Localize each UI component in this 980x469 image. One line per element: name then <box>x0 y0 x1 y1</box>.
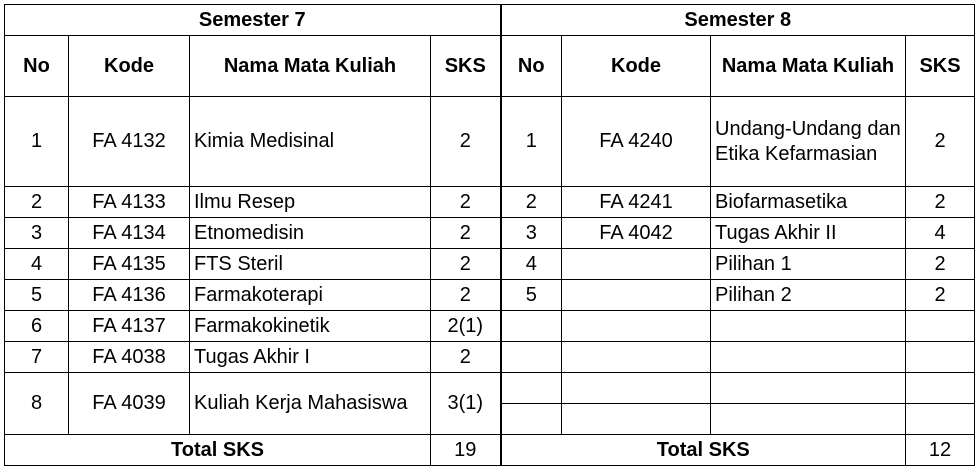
sem8-empty-cell <box>562 342 711 373</box>
sem7-nama: FTS Steril <box>190 249 431 280</box>
sem7-nama: Kimia Medisinal <box>190 97 431 187</box>
sem8-no: 5 <box>501 280 562 311</box>
sem7-header-no: No <box>5 36 69 97</box>
sem7-kode: FA 4136 <box>69 280 190 311</box>
sem8-total-label: Total SKS <box>501 435 906 466</box>
sem7-no: 4 <box>5 249 69 280</box>
sem8-kode: FA 4240 <box>562 97 711 187</box>
table-row <box>5 311 975 342</box>
sem8-header-kode: Kode <box>562 36 711 97</box>
sem8-no: 2 <box>501 187 562 218</box>
sem8-no: 1 <box>501 97 562 187</box>
sem8-kode: FA 4042 <box>562 218 711 249</box>
sem8-empty-cell <box>711 404 906 435</box>
sem7-header-nama: Nama Mata Kuliah <box>190 36 431 97</box>
sem7-sks: 2 <box>431 187 501 218</box>
sem7-sks: 2 <box>431 280 501 311</box>
sem8-empty-cell <box>562 311 711 342</box>
sem7-kode: FA 4132 <box>69 97 190 187</box>
sem7-kode: FA 4133 <box>69 187 190 218</box>
sem8-empty-cell <box>906 342 975 373</box>
sem8-sks: 4 <box>906 218 975 249</box>
sem8-empty-cell <box>906 373 975 404</box>
sem7-no: 5 <box>5 280 69 311</box>
sem8-header-no: No <box>501 36 562 97</box>
sem7-total-label: Total SKS <box>5 435 431 466</box>
curriculum-table <box>4 4 975 466</box>
sem7-nama: Tugas Akhir I <box>190 342 431 373</box>
sem8-empty-cell <box>501 342 562 373</box>
table-row <box>5 342 975 373</box>
sem7-nama: Ilmu Resep <box>190 187 431 218</box>
table-row <box>5 249 975 280</box>
sem8-kode <box>562 280 711 311</box>
sem7-header-sks: SKS <box>431 36 501 97</box>
sem8-sks: 2 <box>906 97 975 187</box>
sem7-kode: FA 4039 <box>69 373 190 435</box>
table-row <box>5 218 975 249</box>
sem8-empty-cell <box>906 311 975 342</box>
sem7-kode: FA 4038 <box>69 342 190 373</box>
semester7-title: Semester 7 <box>5 5 501 36</box>
sem8-header-nama: Nama Mata Kuliah <box>711 36 906 97</box>
sem7-header-kode: Kode <box>69 36 190 97</box>
sem8-nama: Biofarmasetika <box>711 187 906 218</box>
sem7-no: 8 <box>5 373 69 435</box>
sem8-total-value: 12 <box>906 435 975 466</box>
sem8-empty-cell <box>501 311 562 342</box>
sem7-total-value: 19 <box>431 435 501 466</box>
column-header-row <box>5 36 975 97</box>
sem7-kode: FA 4134 <box>69 218 190 249</box>
sem7-sks: 2 <box>431 218 501 249</box>
sem7-nama: Kuliah Kerja Mahasiswa <box>190 373 431 435</box>
sem7-nama: Farmakoterapi <box>190 280 431 311</box>
semester-title-row <box>5 5 975 36</box>
sem8-empty-cell <box>906 404 975 435</box>
sem7-no: 7 <box>5 342 69 373</box>
sem8-nama: Tugas Akhir II <box>711 218 906 249</box>
sem8-kode: FA 4241 <box>562 187 711 218</box>
sem7-nama: Etnomedisin <box>190 218 431 249</box>
sem8-empty-cell <box>562 373 711 404</box>
semester8-title: Semester 8 <box>501 5 975 36</box>
sem8-nama: Pilihan 1 <box>711 249 906 280</box>
sem8-nama: Undang-Undang dan Etika Kefarmasian <box>711 97 906 187</box>
sem8-empty-cell <box>711 311 906 342</box>
sem8-kode <box>562 249 711 280</box>
sem8-empty-cell <box>501 404 562 435</box>
sem8-sks: 2 <box>906 249 975 280</box>
sem8-no: 4 <box>501 249 562 280</box>
sem8-empty-cell <box>501 373 562 404</box>
table-row <box>5 280 975 311</box>
sem7-sks: 2 <box>431 97 501 187</box>
sem8-empty-cell <box>711 342 906 373</box>
sem7-sks: 3(1) <box>431 373 501 435</box>
sem8-no: 3 <box>501 218 562 249</box>
sem7-no: 2 <box>5 187 69 218</box>
sem8-nama: Pilihan 2 <box>711 280 906 311</box>
sem7-kode: FA 4135 <box>69 249 190 280</box>
sem7-nama: Farmakokinetik <box>190 311 431 342</box>
sem7-no: 1 <box>5 97 69 187</box>
table-row <box>5 97 975 187</box>
sem7-sks: 2 <box>431 342 501 373</box>
sem8-sks: 2 <box>906 280 975 311</box>
table-row <box>5 187 975 218</box>
sem7-no: 6 <box>5 311 69 342</box>
sem7-no: 3 <box>5 218 69 249</box>
total-row <box>5 435 975 466</box>
sem7-sks: 2(1) <box>431 311 501 342</box>
sem8-empty-cell <box>711 373 906 404</box>
sem7-kode: FA 4137 <box>69 311 190 342</box>
table-row <box>5 373 975 404</box>
sem8-sks: 2 <box>906 187 975 218</box>
sem8-empty-cell <box>562 404 711 435</box>
sem8-header-sks: SKS <box>906 36 975 97</box>
sem7-sks: 2 <box>431 249 501 280</box>
